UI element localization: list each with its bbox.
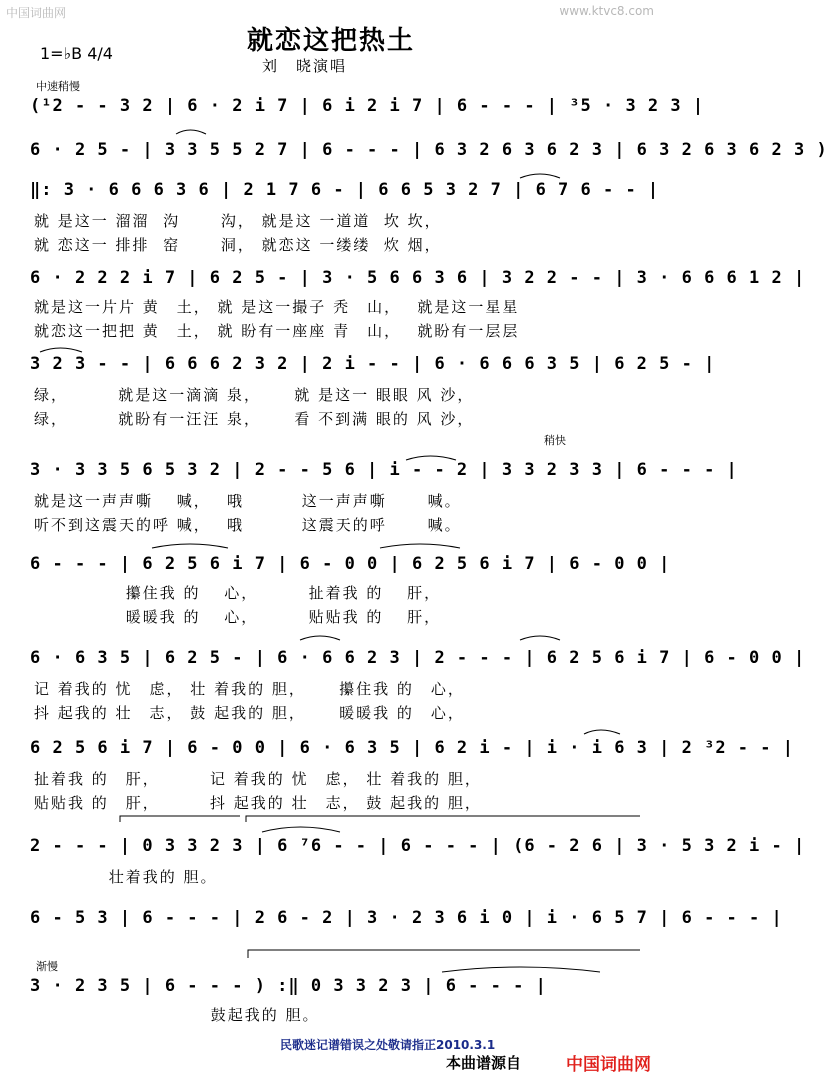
slur-mark — [520, 174, 560, 178]
notation-line-12: 3 · 2 3 5 | 6 - - - ) :‖ 0 3 3 2 3 | 6 - - - | — [30, 976, 547, 996]
notation-line-5: 3 2 3 - - | 6 6 6 2 3 2 | 2 i - - | 6 · 6 6 6 3 5 | 6 2 5 - | — [30, 354, 716, 374]
notation-line-1: (¹2 - - 3 2 | 6 · 2 i 7 | 6 i 2 i 7 | 6 - - - | ³5 · 3 2 3 | — [30, 96, 705, 116]
tempo-marking: 中速稍慢 — [36, 80, 80, 93]
notation-line-11: 6 - 5 3 | 6 - - - | 2 6 - 2 | 3 · 2 3 6 i 0 | i · 6 5 7 | 6 - - - | — [30, 908, 783, 928]
ritardando-marking: 渐慢 — [36, 960, 58, 973]
lyric-line-9-verse-2: 贴贴我 的 肝， 抖 起我的 壮 志， 鼓 起我的 胆， — [34, 794, 482, 812]
lyric-line-5-verse-2: 绿， 就盼有一汪汪 泉， 看 不到满 眼的 风 沙， — [34, 410, 475, 428]
tempo-change-marking: 稍快 — [544, 434, 566, 447]
notation-line-6: 3 · 3 3 5 6 5 3 2 | 2 - - 5 6 | i - - 2 | 3 3 2 3 3 | 6 - - - | — [30, 460, 738, 480]
lyric-line-7-verse-1: 攥住我 的 心， 扯着我 的 肝， — [34, 584, 442, 602]
lyric-line-4-verse-1: 就是这一片片 黄 土， 就 是这一撮子 秃 山， 就是这一星星 — [34, 298, 520, 316]
slur-mark — [520, 636, 560, 640]
lyric-line-3-verse-1: 就 是这一 溜溜 沟 沟， 就是这 一道道 坎 坎， — [34, 212, 442, 230]
lyric-line-9-verse-1: 扯着我 的 肝， 记 着我的 忧 虑， 壮 着我的 胆， — [34, 770, 482, 788]
slur-mark — [442, 967, 600, 972]
notation-line-2: 6 · 2 5 - | 3 3 5 5 2 7 | 6 - - - | 6 3 2 6 3 6 2 3 | 6 3 2 6 3 6 2 3 ) — [30, 140, 828, 160]
second-ending-bracket — [248, 950, 640, 958]
notation-line-3: ‖: 3 · 6 6 6 3 6 | 2 1 7 6 - | 6 6 5 3 2 7 | 6 7 6 - - | — [30, 180, 660, 200]
notation-line-8: 6 · 6 3 5 | 6 2 5 - | 6 · 6 6 2 3 | 2 - - - | 6 2 5 6 i 7 | 6 - 0 0 | — [30, 648, 806, 668]
slur-mark — [380, 544, 460, 548]
notation-line-7: 6 - - - | 6 2 5 6 i 7 | 6 - 0 0 | 6 2 5 6 i 7 | 6 - 0 0 | — [30, 554, 671, 574]
slur-mark — [300, 636, 340, 640]
brand-logo: 中国词曲网 — [566, 1055, 651, 1075]
lyric-line-10: 壮着我的 胆。 — [34, 868, 218, 886]
lyric-line-4-verse-2: 就恋这一把把 黄 土， 就 盼有一座座 青 山， 就盼有一层层 — [34, 322, 520, 340]
key-signature: 1=♭B 4/4 — [40, 44, 113, 63]
slur-mark — [40, 348, 82, 352]
source-label: 本曲谱源自 — [446, 1054, 522, 1072]
lyric-line-3-verse-2: 就 恋这一 排排 窑 洞， 就恋这 一缕缕 炊 烟， — [34, 236, 442, 254]
song-title: 就恋这把热土 — [246, 26, 415, 56]
lyric-line-8-verse-2: 抖 起我的 壮 志， 鼓 起我的 胆， 暖暖我 的 心， — [34, 704, 465, 722]
lyric-line-5-verse-1: 绿， 就是这一滴滴 泉， 就 是这一 眼眼 风 沙， — [34, 386, 475, 404]
site-watermark-right: www.ktvc8.com — [559, 4, 654, 18]
slur-mark — [584, 730, 620, 734]
slur-mark — [406, 456, 456, 460]
slur-mark — [176, 130, 206, 134]
singer-credit: 刘 晓演唱 — [262, 57, 348, 75]
first-ending-bracket — [120, 816, 240, 822]
slur-mark — [262, 827, 340, 832]
notation-line-10: 2 - - - | 0 3 3 2 3 | 6 ⁷6 - - | 6 - - - | (6 - 2 6 | 3 · 5 3 2 i - | — [30, 836, 806, 856]
notation-line-9: 6 2 5 6 i 7 | 6 - 0 0 | 6 · 6 3 5 | 6 2 i - | i · i 6 3 | 2 ³2 - - | — [30, 738, 794, 758]
footer-note: 民歌迷记谱错误之处敬请指正2010.3.1 — [280, 1038, 496, 1052]
lyric-line-8-verse-1: 记 着我的 忧 虑， 壮 着我的 胆， 攥住我 的 心， — [34, 680, 465, 698]
notation-line-4: 6 · 2 2 2 i 7 | 6 2 5 - | 3 · 5 6 6 3 6 | 3 2 2 - - | 3 · 6 6 6 1 2 | — [30, 268, 806, 288]
lyric-line-6-verse-1: 就是这一声声嘶 喊， 哦 这一声声嘶 喊。 — [34, 492, 462, 510]
second-ending-bracket-top — [246, 816, 640, 822]
slur-mark — [152, 544, 228, 548]
site-watermark-left: 中国词曲网 — [6, 6, 67, 20]
lyric-line-6-verse-2: 听不到这震天的呼 喊， 哦 这震天的呼 喊。 — [34, 516, 462, 534]
lyric-line-12: 鼓起我的 胆。 — [34, 1006, 320, 1024]
lyric-line-7-verse-2: 暖暖我 的 心， 贴贴我 的 肝， — [34, 608, 442, 626]
